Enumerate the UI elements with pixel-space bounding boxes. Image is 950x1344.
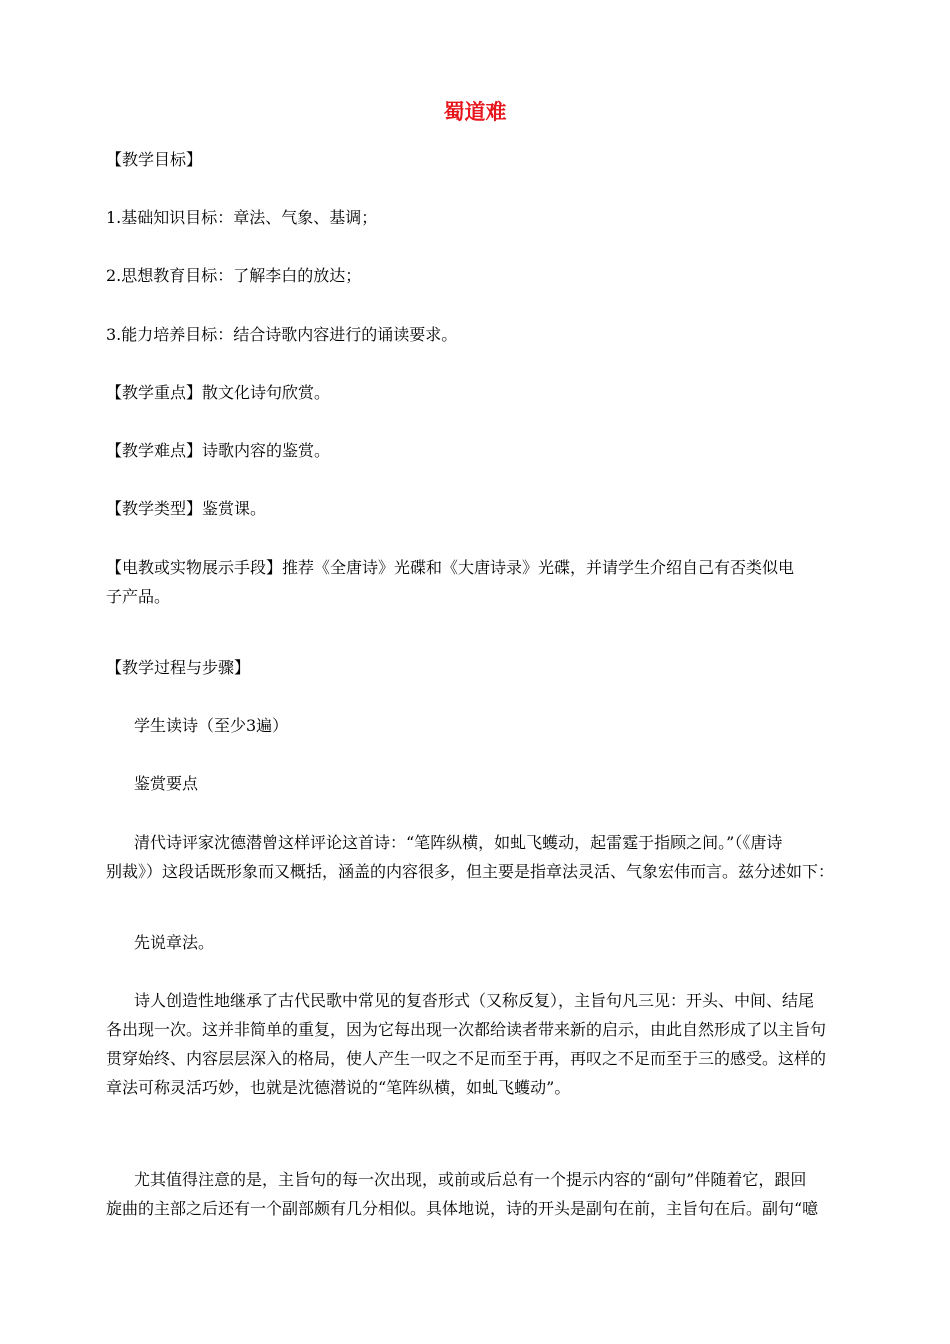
structure-paragraph-line: 章法可称灵活巧妙，也就是沈德潜说的“笔阵纵横，如虬飞蠖动”。: [106, 1078, 571, 1097]
media-paragraph: [106, 553, 856, 611]
difficult-point-paragraph: 【教学难点】诗歌内容的鉴赏。: [106, 441, 331, 460]
subsentence-paragraph-line: 旋曲的主部之后还有一个副部颇有几分相似。具体地说，诗的开头是副句在前，主旨句在后。副句“噫: [106, 1199, 819, 1218]
objective-item-knowledge: 1.基础知识目标：章法、气象、基调；: [106, 208, 378, 227]
subsentence-paragraph-line: 尤其值得注意的是，主旨句的每一次出现，或前或后总有一个提示内容的“副句”伴随着它，跟回: [134, 1170, 807, 1189]
quote-paragraph-line: 别裁》）这段话既形象而又概括，涵盖的内容很多，但主要是指章法灵活、气象宏伟而言。兹分述如下：: [106, 862, 835, 881]
structure-paragraph-line: 各出现一次。这并非简单的重复，因为它每出现一次都给读者带来新的启示，由此自然形成了以主旨句: [106, 1020, 827, 1039]
structure-paragraph: [106, 986, 884, 1102]
lesson-type-paragraph: 【教学类型】鉴赏课。: [106, 499, 267, 518]
subsentence-paragraph: [106, 1165, 884, 1223]
objective-item-ideology: 2.思想教育目标：了解李白的放达；: [106, 266, 362, 285]
objective-item-ability: 3.能力培养目标：结合诗歌内容进行的诵读要求。: [106, 325, 458, 344]
media-paragraph-line: 【电教或实物展示手段】推荐《全唐诗》光碟和《大唐诗录》光碟，并请学生介绍自己有否类似电: [106, 558, 795, 577]
appreciation-points-heading: 鉴赏要点: [134, 774, 199, 793]
quote-paragraph: [106, 828, 884, 886]
document-title: 蜀道难: [443, 100, 507, 124]
structure-paragraph-line: 贯穿始终、内容层层深入的格局，使人产生一叹之不足而至于再，再叹之不足而至于三的感受。这样的: [106, 1049, 827, 1068]
structure-paragraph-line: 诗人创造性地继承了古代民歌中常见的复沓形式（又称反复），主旨句凡三见：开头、中间、结尾: [134, 991, 815, 1010]
section-heading-objectives: 【教学目标】: [106, 150, 203, 169]
reading-step-paragraph: 学生读诗（至少3遍）: [134, 716, 289, 735]
section-heading-process: 【教学过程与步骤】: [106, 658, 251, 677]
key-point-paragraph: 【教学重点】散文化诗句欣赏。: [106, 383, 331, 402]
media-paragraph-line: 子产品。: [106, 587, 171, 606]
structure-heading: 先说章法。: [134, 933, 215, 952]
quote-paragraph-line: 清代诗评家沈德潜曾这样评论这首诗：“笔阵纵横，如虬飞蠖动，起雷霆于指顾之间。”（《唐诗: [134, 833, 783, 852]
